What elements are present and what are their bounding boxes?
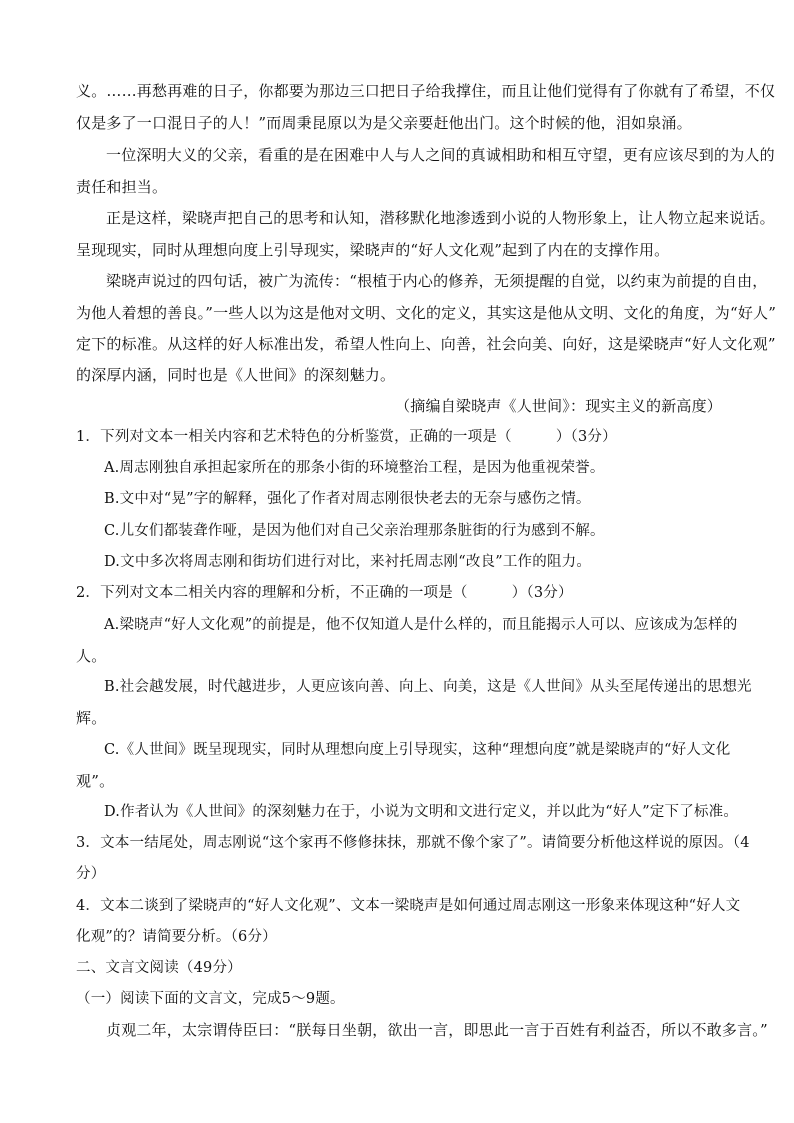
question-1-option-a: A.周志刚独自承担起家所在的那条小街的环境整治工程，是因为他重视荣誉。	[104, 460, 605, 476]
question-1-option-c: C.儿女们都装聋作哑，是因为他们对自己父亲治理那条脏街的行为感到不解。	[104, 523, 605, 539]
section-heading: 二、文言文阅读（49分）	[76, 960, 242, 976]
text-line: 呈现现实，同时从理想向度上引导现实，梁晓声的“好人文化观”起到了内在的支撑作用。	[76, 241, 670, 259]
text-line: 仅是多了一口混日子的人！”而周秉昆原以为是父亲要赶他出门。这个时候的他，泪如泉涌。	[76, 114, 692, 132]
question-2-option-b: B.社会越发展，时代越进步，人更应该向善、向上、向美，这是《人世间》从头至尾传递出的思想光	[104, 679, 752, 695]
question-3: 3．文本一结尾处，周志刚说“这个家再不修修抹抹，那就不像个家了”。请简要分析他这样说的原因。（4	[76, 835, 750, 851]
question-2-option-d: D.作者认为《人世间》的深刻魅力在于，小说为文明和文进行定义，并以此为“好人”定下了标准。	[104, 804, 739, 820]
source-citation: （摘编自梁晓声《人世间》：现实主义的新高度）	[395, 397, 722, 415]
question-4: 4．文本二谈到了梁晓声的“好人文化观”、文本一梁晓声是如何通过周志刚这一形象来体现这种“好人文	[76, 898, 741, 914]
question-2-option-b-cont: 辉。	[76, 709, 107, 727]
text-line: 义。……再愁再难的日子，你都要为那边三口把日子给我撑住，而且让他们觉得有了你就有了希望，不仅	[76, 82, 776, 100]
text-line: 正是这样，梁晓声把自己的思考和认知，潜移默化地渗透到小说的人物形象上，让人物立起来说话。	[106, 209, 775, 227]
text-line: 梁晓声说过的四句话，被广为流传：“根植于内心的修养，无须提醒的自觉，以约束为前提的自由，	[106, 272, 768, 290]
question-2-option-c: C.《人世间》既呈现现实，同时从理想向度上引导现实，这种“理想向度”就是梁晓声的“好人文化	[104, 742, 731, 758]
question-1: 1．下列对文本一相关内容和艺术特色的分析鉴赏，正确的一项是（ ）（3分）	[76, 429, 617, 445]
question-2: 2．下列对文本二相关内容的理解和分析，不正确的一项是（ ）（3分）	[76, 585, 573, 601]
text-line: 一位深明大义的父亲，看重的是在困难中人与人之间的真诚相助和相互守望，更有应该尽到的为人的	[106, 146, 775, 164]
question-2-option-c-cont: 观”。	[76, 772, 115, 790]
question-1-option-d: D.文中多次将周志刚和街坊们进行对比，来衬托周志刚“改良”工作的阻力。	[104, 554, 592, 570]
text-line: 责任和担当。	[76, 178, 168, 196]
question-4-cont: 化观”的？请简要分析。（6分）	[76, 929, 277, 945]
text-line: 贞观二年，太宗谓侍臣曰：“朕每日坐朝，欲出一言，即思此一言于百姓有利益否，所以不敢多言。”	[106, 1021, 768, 1039]
subsection-heading: （一）阅读下面的文言文，完成5～9题。	[76, 991, 345, 1007]
question-3-cont: 分）	[76, 866, 106, 882]
text-line: 定下的标准。从这样的好人标准出发，希望人性向上、向善，社会向美、向好，这是梁晓声“好人文化观”	[76, 335, 776, 353]
text-line: 为他人着想的善良。”一些人以为这是他对文明、文化的定义，其实这是他从文明、文化的角度，为“好人”	[76, 304, 777, 322]
question-2-option-a-cont: 人。	[76, 647, 107, 665]
text-line: 的深厚内涵，同时也是《人世间》的深刻魅力。	[76, 366, 396, 384]
question-2-option-a: A.梁晓声“好人文化观”的前提是，他不仅知道人是什么样的，而且能揭示人可以、应该成为怎样的	[104, 617, 738, 633]
question-1-option-b: B.文中对“晃”字的解释，强化了作者对周志刚很快老去的无奈与感伤之情。	[104, 491, 591, 507]
